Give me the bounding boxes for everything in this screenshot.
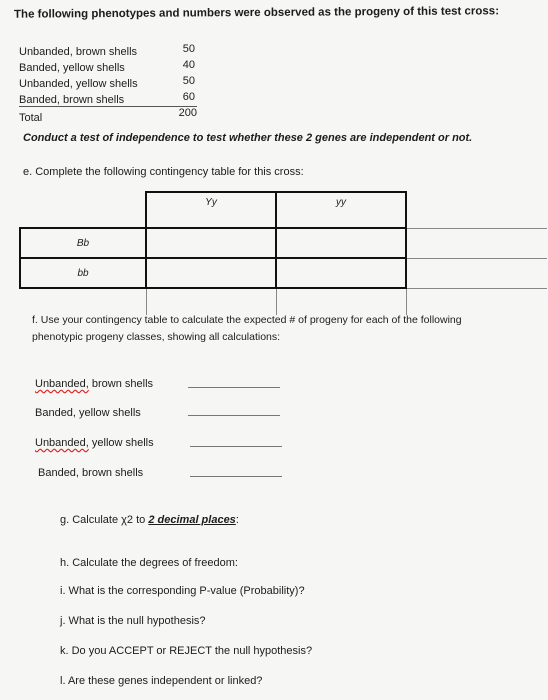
row-header-Bb (20, 228, 146, 258)
row-header-Bb-label: Bb (76, 237, 90, 249)
expected-item-1-rest: brown shells (88, 378, 154, 390)
cell-Bb-yy[interactable] (276, 228, 406, 258)
question-f-line1: f. Use your contingency table to calculate the expected # of progeny for each of the following (32, 314, 462, 326)
answer-line-2[interactable] (188, 415, 280, 416)
phenotype-label-1: Unbanded, brown shells (19, 46, 138, 58)
cell-total-yy[interactable] (276, 288, 406, 315)
chi-square-symbol: χ2 (121, 514, 134, 526)
question-g-prefix: g. Calculate (60, 514, 122, 526)
answer-line-4[interactable] (190, 476, 282, 477)
phenotype-label-4: Banded, brown shells (19, 94, 125, 106)
question-g-suffix: : (235, 514, 239, 526)
table-corner (20, 192, 146, 228)
row-total-label (20, 288, 146, 315)
answer-line-3[interactable] (190, 446, 282, 447)
cell-grand-total[interactable] (406, 288, 547, 315)
phenotype-count-2: 40 (182, 59, 195, 71)
expected-item-3-first: Unbanded, (35, 437, 89, 449)
cell-Bb-total[interactable] (406, 228, 547, 258)
question-g-mid: to (133, 514, 149, 526)
question-g-emph: 2 decimal places (148, 514, 236, 526)
cell-bb-yy[interactable] (276, 258, 406, 288)
answer-line-1[interactable] (188, 387, 280, 388)
cell-Bb-Yy[interactable] (146, 228, 276, 258)
col-header-Yy: Yy (146, 192, 276, 228)
expected-item-1 (35, 378, 153, 390)
expected-item-2 (35, 407, 141, 419)
phenotype-count-4: 60 (182, 91, 195, 103)
question-k: k. Do you ACCEPT or REJECT the null hypothesis? (60, 645, 313, 657)
table-spacer (406, 192, 547, 228)
total-label: Total (19, 112, 43, 124)
question-h: h. Calculate the degrees of freedom: (60, 557, 238, 569)
question-i: i. What is the corresponding P-value (Probability)? (60, 585, 305, 597)
question-f-line2: phenotypic progeny classes, showing all calculations: (32, 331, 281, 343)
col-header-yy: yy (276, 192, 406, 228)
instruction-text: Conduct a test of independence to test whether these 2 genes are independent or not. (23, 132, 473, 144)
row-header-bb-label: bb (77, 267, 89, 279)
phenotype-count-1: 50 (182, 43, 195, 55)
expected-item-3-rest: yellow shells (88, 437, 154, 449)
contingency-table (19, 191, 547, 315)
cell-bb-total[interactable] (406, 258, 547, 288)
phenotype-label-3: Unbanded, yellow shells (19, 78, 138, 90)
cell-bb-Yy[interactable] (146, 258, 276, 288)
intro-text: The following phenotypes and numbers were observed as the progeny of this test cross: (13, 5, 500, 21)
phenotype-label-2: Banded, yellow shells (19, 62, 125, 74)
row-header-bb (20, 258, 146, 288)
expected-item-2-first: Banded, (35, 407, 76, 419)
expected-item-3 (35, 437, 154, 449)
expected-item-4-rest: brown shells (78, 467, 144, 479)
cell-total-Yy[interactable] (146, 288, 276, 315)
expected-item-2-rest: yellow shells (75, 407, 141, 419)
question-l: l. Are these genes independent or linked? (60, 675, 263, 687)
expected-item-4 (38, 467, 143, 479)
question-e: e. Complete the following contingency table for this cross: (23, 166, 304, 178)
phenotype-count-3: 50 (182, 75, 195, 87)
question-g (60, 514, 239, 526)
expected-item-1-first: Unbanded, (35, 378, 89, 390)
question-j: j. What is the null hypothesis? (60, 615, 206, 627)
expected-item-4-first: Banded, (38, 467, 79, 479)
total-count: 200 (178, 107, 197, 119)
